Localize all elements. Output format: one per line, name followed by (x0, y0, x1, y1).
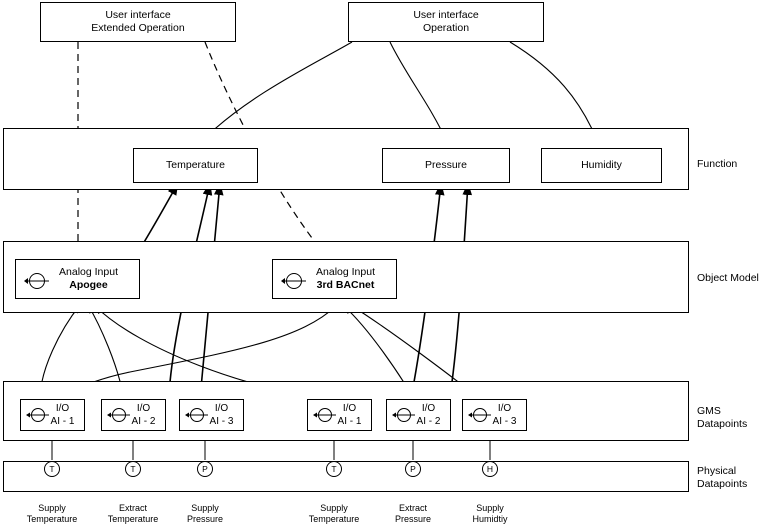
input-arrow-icon (307, 399, 341, 431)
link-operation-to-temperature (203, 42, 352, 140)
band-label-physical-line2: Datapoints (697, 478, 748, 490)
sensor-4-symbol: T (331, 464, 337, 474)
datapoint-2-line1: I/O (136, 403, 151, 414)
sensor-pressure-icon (197, 461, 213, 477)
sensor-temperature-icon (125, 461, 141, 477)
band-label-gms-line2: Datapoints (697, 418, 748, 430)
function-temperature-box[interactable] (133, 148, 258, 183)
ui-operation-line2: Operation (422, 22, 470, 34)
sensor-caption-2-line2: Temperature (107, 514, 159, 524)
function-humidity-label: Humidity (581, 159, 622, 171)
datapoint-6-line2: AI - 3 (492, 416, 517, 427)
sensor-pressure-icon (405, 461, 421, 477)
band-label-function: Function (697, 158, 738, 170)
datapoint-2-line2: AI - 2 (131, 416, 156, 427)
sensor-caption-6 (450, 503, 530, 525)
sensor-caption-5 (373, 503, 453, 525)
sensor-caption-3-line2: Pressure (186, 514, 223, 524)
sensor-1-symbol: T (49, 464, 55, 474)
sensor-2-symbol: T (130, 464, 136, 474)
sensor-temperature-icon (326, 461, 342, 477)
object-apogee-line2: Apogee (69, 279, 108, 291)
function-temperature-label: Temperature (166, 159, 225, 171)
sensor-caption-1 (12, 503, 92, 525)
sensor-caption-4-line2: Temperature (308, 514, 360, 524)
link-operation-to-humidity (510, 42, 597, 140)
sensor-caption-6-line2: Humidtiy (472, 514, 508, 524)
datapoint-4-line1: I/O (342, 403, 357, 414)
sensor-caption-3-line1: Supply (191, 503, 219, 513)
band-label-gms-line1: GMS (697, 405, 721, 417)
object-apogee-line1: Analog Input (59, 266, 118, 278)
sensor-caption-2 (93, 503, 173, 525)
datapoint-6-line1: I/O (497, 403, 512, 414)
user-interface-extended-operation-box[interactable] (40, 2, 236, 42)
sensor-temperature-icon (44, 461, 60, 477)
sensor-caption-5-line2: Pressure (394, 514, 431, 524)
sensor-humidity-icon (482, 461, 498, 477)
function-humidity-box[interactable] (541, 148, 662, 183)
user-interface-operation-box[interactable] (348, 2, 544, 42)
input-arrow-icon (15, 259, 55, 299)
datapoint-3-line2: AI - 3 (209, 416, 234, 427)
band-label-physical-line1: Physical (697, 465, 737, 477)
sensor-3-symbol: P (202, 464, 208, 474)
band-label-physical-datapoints (697, 465, 747, 491)
datapoint-4-line2: AI - 1 (337, 416, 362, 427)
datapoint-5-line1: I/O (421, 403, 436, 414)
sensor-caption-4 (294, 503, 374, 525)
band-label-object-model: Object Model (697, 272, 759, 284)
input-arrow-icon (386, 399, 420, 431)
sensor-6-symbol: H (486, 464, 494, 474)
input-arrow-icon (179, 399, 213, 431)
sensor-5-symbol: P (410, 464, 416, 474)
datapoint-1-line1: I/O (55, 403, 70, 414)
sensor-caption-1-line2: Temperature (26, 514, 78, 524)
sensor-caption-6-line1: Supply (476, 503, 504, 513)
sensor-caption-3 (165, 503, 245, 525)
ui-extended-line2: Extended Operation (91, 22, 185, 34)
datapoint-3-line1: I/O (214, 403, 229, 414)
datapoint-1-line2: AI - 1 (50, 416, 75, 427)
datapoint-5-line2: AI - 2 (416, 416, 441, 427)
input-arrow-icon (462, 399, 496, 431)
object-bacnet-line2: 3rd BACnet (316, 279, 375, 291)
band-physical-datapoints (3, 461, 689, 492)
ui-operation-line1: User interface (413, 9, 479, 21)
object-bacnet-line1: Analog Input (316, 266, 375, 278)
sensor-caption-2-line1: Extract (118, 503, 147, 513)
input-arrow-icon (101, 399, 135, 431)
sensor-caption-1-line1: Supply (38, 503, 66, 513)
link-operation-to-pressure (390, 42, 446, 140)
band-label-gms-datapoints (697, 405, 747, 431)
ui-extended-line1: User interface (105, 9, 171, 21)
sensor-caption-4-line1: Supply (320, 503, 348, 513)
function-pressure-label: Pressure (424, 159, 467, 171)
input-arrow-icon (272, 259, 312, 299)
input-arrow-icon (20, 399, 54, 431)
sensor-caption-5-line1: Extract (398, 503, 427, 513)
function-pressure-box[interactable] (382, 148, 510, 183)
